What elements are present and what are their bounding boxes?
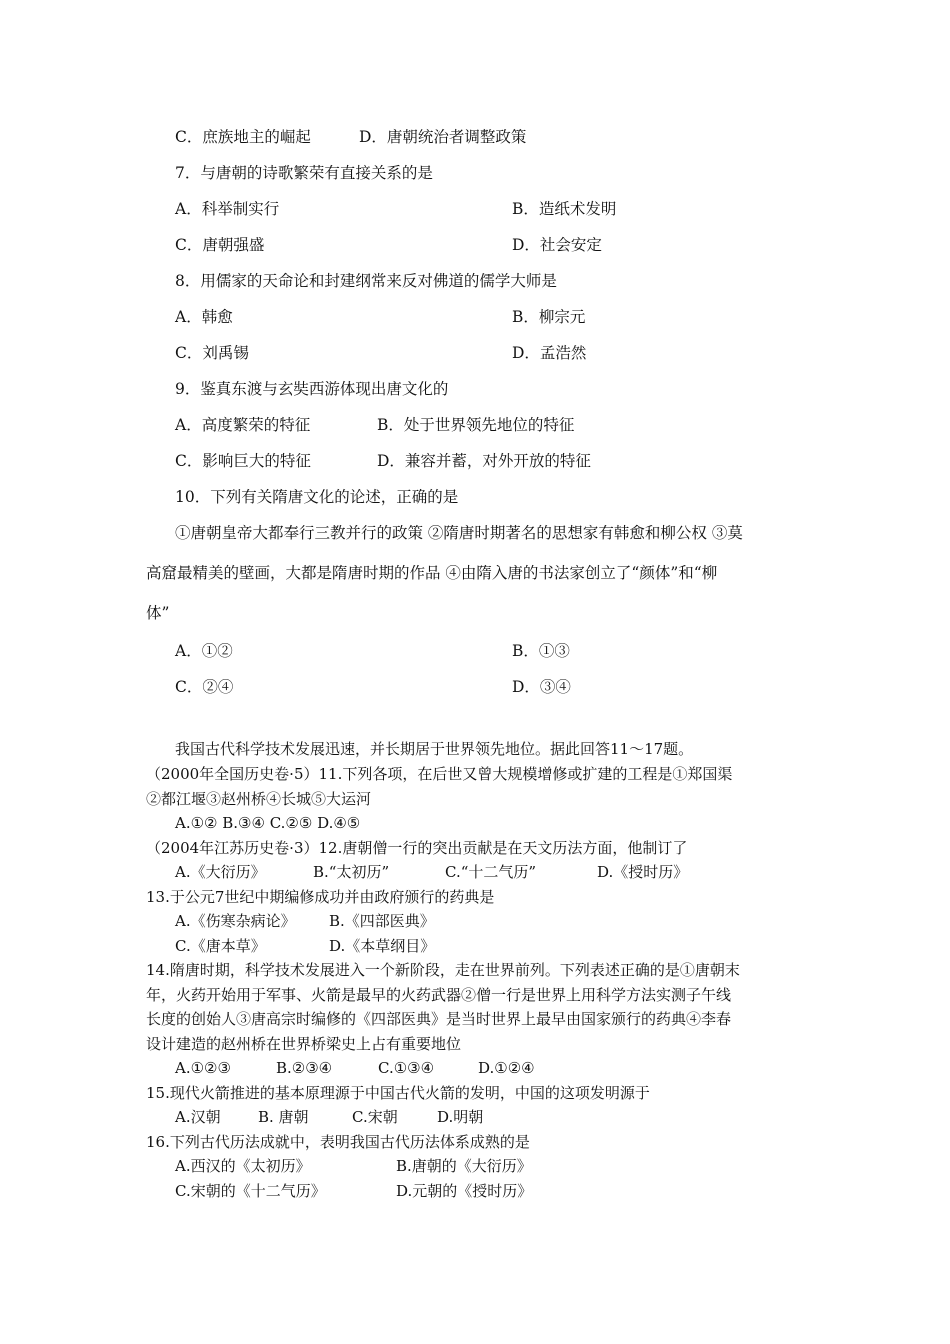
q12-option-a: A.《大衍历》 — [175, 863, 266, 881]
q6-option-d: D．唐朝统治者调整政策 — [359, 128, 527, 146]
q15-option-b: B. 唐朝 — [258, 1108, 309, 1126]
q10-option-b: B．①③ — [512, 642, 570, 660]
section-intro: 我国古代科学技术发展迅速，并长期居于世界领先地位。据此回答11～17题。 — [175, 740, 694, 758]
q14-option-a: A.①②③ — [175, 1059, 231, 1077]
q13-option-a: A.《伤寒杂病论》 — [175, 912, 296, 930]
q12-stem: （2004年江苏历史卷·3）12.唐朝僧一行的突出贡献是在天文历法方面，他制订了 — [146, 839, 688, 857]
q14-stem-line: 设计建造的赵州桥在世界桥梁史上占有重要地位 — [146, 1035, 462, 1053]
q6-option-c: C．庶族地主的崛起 — [175, 128, 311, 146]
q12-option-b: B.“太初历” — [313, 863, 390, 881]
q7-option-c: C．唐朝强盛 — [175, 236, 265, 254]
q11-options: A.①② B.③④ C.②⑤ D.④⑤ — [175, 814, 361, 832]
q14-option-b: B.②③④ — [276, 1059, 333, 1077]
q10-body-line: 体” — [146, 604, 170, 622]
q12-option-c: C.“十二气历” — [445, 863, 537, 881]
q8-option-d: D．孟浩然 — [512, 344, 587, 362]
q9-option-a: A．高度繁荣的特征 — [175, 416, 311, 434]
q16-option-a: A.西汉的《太初历》 — [175, 1157, 311, 1175]
q10-option-a: A．①② — [175, 642, 233, 660]
q16-stem: 16.下列古代历法成就中，表明我国古代历法体系成熟的是 — [146, 1133, 530, 1151]
q15-option-a: A.汉朝 — [175, 1108, 221, 1126]
q16-option-c: C.宋朝的《十二气历》 — [175, 1182, 326, 1200]
q7-option-a: A．科举制实行 — [175, 200, 280, 218]
q11-stem-line: ②都江堰③赵州桥④长城⑤大运河 — [146, 790, 372, 808]
q15-option-d: D.明朝 — [437, 1108, 484, 1126]
q13-option-d: D.《本草纲目》 — [329, 937, 436, 955]
q15-stem: 15.现代火箭推进的基本原理源于中国古代火箭的发明，中国的这项发明源于 — [146, 1084, 650, 1102]
q11-stem-line: （2000年全国历史卷·5）11.下列各项，在后世又曾大规模增修或扩建的工程是①郑国渠 — [146, 765, 733, 783]
q9-option-b: B．处于世界领先地位的特征 — [377, 416, 575, 434]
q16-option-d: D.元朝的《授时历》 — [396, 1182, 533, 1200]
q10-body-line: 高窟最精美的壁画，大都是隋唐时期的作品 ④由隋入唐的书法家创立了“颜体”和“柳 — [146, 564, 718, 582]
q12-option-d: D.《授时历》 — [597, 863, 689, 881]
q8-option-a: A．韩愈 — [175, 308, 233, 326]
q9-option-c: C．影响巨大的特征 — [175, 452, 311, 470]
q13-option-c: C.《唐本草》 — [175, 937, 266, 955]
q8-option-b: B．柳宗元 — [512, 308, 586, 326]
q8-option-c: C．刘禹锡 — [175, 344, 249, 362]
q14-stem-line: 长度的创始人③唐高宗时编修的《四部医典》是当时世界上最早由国家颁行的药典④李春 — [146, 1010, 732, 1028]
q10-option-c: C．②④ — [175, 678, 234, 696]
q10-option-d: D．③④ — [512, 678, 571, 696]
q14-stem-line: 14.隋唐时期，科学技术发展进入一个新阶段，走在世界前列。下列表述正确的是①唐朝末 — [146, 961, 740, 979]
q7-option-d: D．社会安定 — [512, 236, 602, 254]
q10-stem: 10．下列有关隋唐文化的论述，正确的是 — [175, 488, 459, 506]
q14-option-c: C.①③④ — [378, 1059, 435, 1077]
q14-stem-line: 年，火药开始用于军事、火箭是最早的火药武器②僧一行是世界上用科学方法实测子午线 — [146, 986, 732, 1004]
q13-stem: 13.于公元7世纪中期编修成功并由政府颁行的药典是 — [146, 888, 495, 906]
q10-body-line: ①唐朝皇帝大都奉行三教并行的政策 ②隋唐时期著名的思想家有韩愈和柳公权 ③莫 — [175, 524, 743, 542]
q14-option-d: D.①②④ — [478, 1059, 535, 1077]
q7-option-b: B．造纸术发明 — [512, 200, 617, 218]
q9-option-d: D．兼容并蓄，对外开放的特征 — [377, 452, 591, 470]
q15-option-c: C.宋朝 — [352, 1108, 398, 1126]
q9-stem: 9．鉴真东渡与玄奘西游体现出唐文化的 — [175, 380, 449, 398]
q7-stem: 7．与唐朝的诗歌繁荣有直接关系的是 — [175, 164, 433, 182]
q16-option-b: B.唐朝的《大衍历》 — [396, 1157, 532, 1175]
q8-stem: 8．用儒家的天命论和封建纲常来反对佛道的儒学大师是 — [175, 272, 557, 290]
q13-option-b: B.《四部医典》 — [329, 912, 435, 930]
